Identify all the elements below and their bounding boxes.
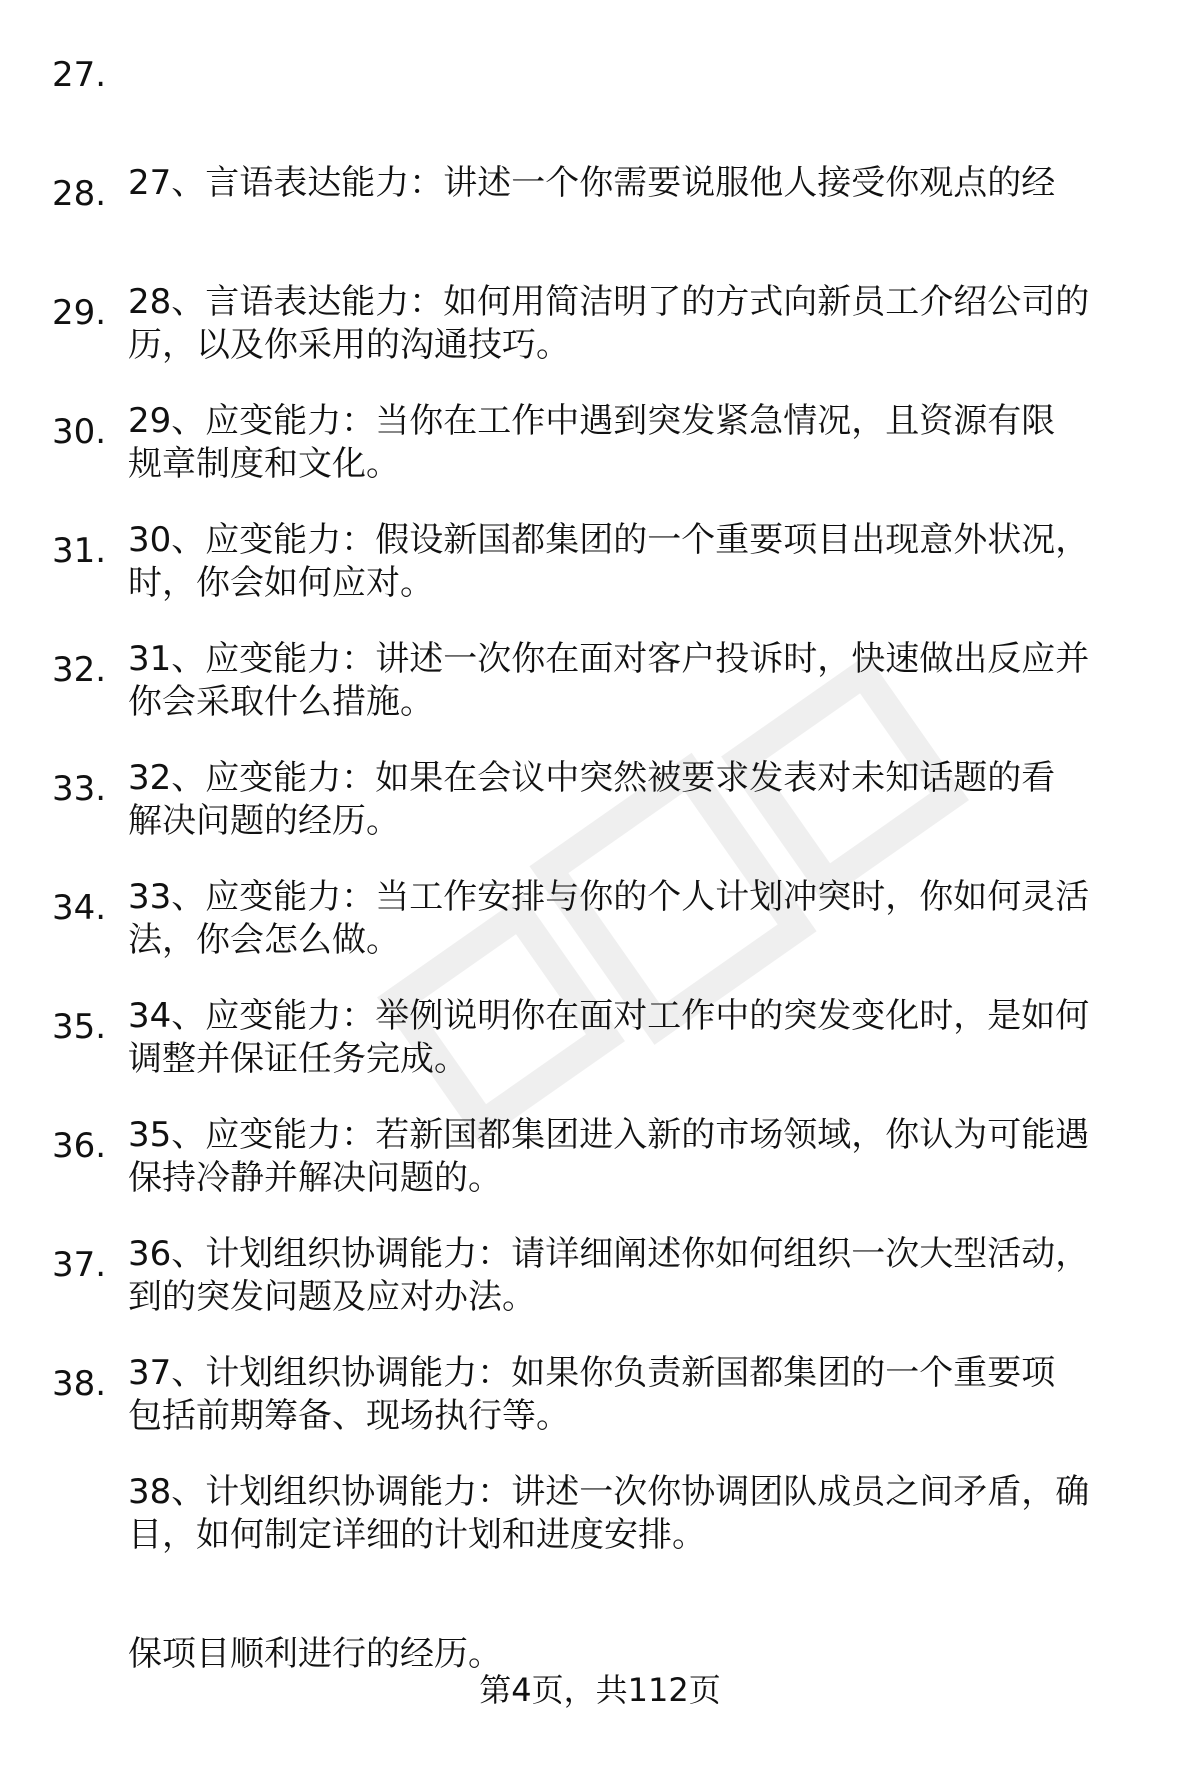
item-text-line: 30、应变能力：假设新国都集团的一个重要项目出现意外状况， [128, 520, 1090, 560]
item-number: 36. [52, 1126, 107, 1166]
item-text-line: 35、应变能力：若新国都集团进入新的市场领域，你认为可能遇 [128, 1115, 1090, 1155]
item-number: 32. [52, 650, 107, 690]
item-text-line: 保项目顺利进行的经历。 [128, 1634, 502, 1674]
item-number: 27. [52, 55, 107, 95]
item-number: 29. [52, 293, 107, 333]
item-text-line: 包括前期筹备、现场执行等。 [128, 1396, 570, 1436]
item-text-line: 34、应变能力：举例说明你在面对工作中的突发变化时，是如何 [128, 996, 1090, 1036]
item-text-line: 解决问题的经历。 [128, 801, 400, 841]
item-number: 37. [52, 1245, 107, 1285]
item-number: 34. [52, 888, 107, 928]
item-text-line: 27、言语表达能力：讲述一个你需要说服他人接受你观点的经 [128, 163, 1056, 203]
item-text-line: 规章制度和文化。 [128, 444, 400, 484]
item-number: 38. [52, 1364, 107, 1404]
page-number-label: 第4页，共112页 [479, 1671, 721, 1709]
item-number: 30. [52, 412, 107, 452]
item-text-line: 保持冷静并解决问题的。 [128, 1158, 502, 1198]
item-text-line: 31、应变能力：讲述一次你在面对客户投诉时，快速做出反应并 [128, 639, 1090, 679]
item-number: 35. [52, 1007, 107, 1047]
item-text-line: 38、计划组织协调能力：讲述一次你协调团队成员之间矛盾，确 [128, 1472, 1090, 1512]
item-text-line: 28、言语表达能力：如何用简洁明了的方式向新员工介绍公司的 [128, 282, 1090, 322]
page-footer [0, 1668, 1200, 1712]
item-text-line: 调整并保证任务完成。 [128, 1039, 468, 1079]
item-text-line: 32、应变能力：如果在会议中突然被要求发表对未知话题的看 [128, 758, 1056, 798]
item-number: 31. [52, 531, 107, 571]
item-text-line: 目，如何制定详细的计划和进度安排。 [128, 1515, 706, 1555]
item-number: 28. [52, 174, 107, 214]
item-number: 33. [52, 769, 107, 809]
item-text-line: 37、计划组织协调能力：如果你负责新国都集团的一个重要项 [128, 1353, 1056, 1393]
item-text-line: 历，以及你采用的沟通技巧。 [128, 325, 570, 365]
item-text-line: 29、应变能力：当你在工作中遇到突发紧急情况，且资源有限 [128, 401, 1056, 441]
item-text-line: 36、计划组织协调能力：请详细阐述你如何组织一次大型活动， [128, 1234, 1090, 1274]
item-text-line: 你会采取什么措施。 [128, 682, 434, 722]
item-text-line: 法，你会怎么做。 [128, 920, 400, 960]
item-text [128, 1357, 1148, 1789]
item-text-line: 33、应变能力：当工作安排与你的个人计划冲突时，你如何灵活 [128, 877, 1090, 917]
item-text-line: 时，你会如何应对。 [128, 563, 434, 603]
item-text-line: 到的突发问题及应对办法。 [128, 1277, 536, 1317]
